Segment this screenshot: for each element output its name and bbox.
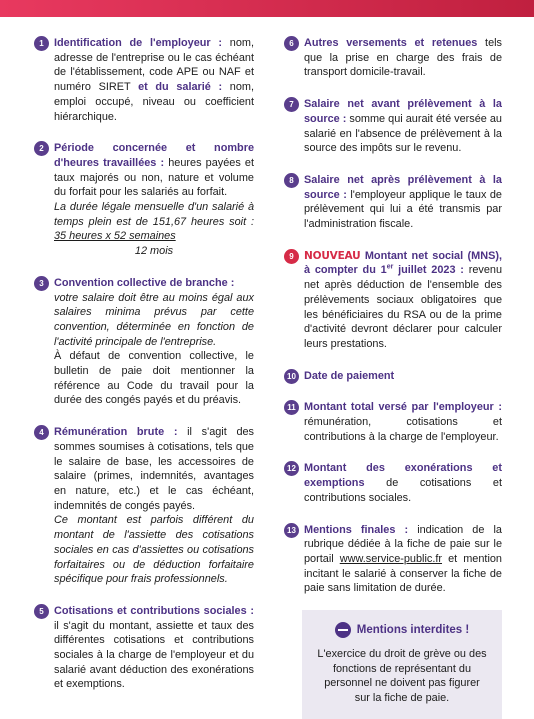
section-text: heures payées et taux majorés ou non, nature et volume du forfait pour les salariés au forfait. (54, 156, 255, 199)
forbidden-mentions-title: Mentions interdites ! (356, 624, 470, 636)
section-title: Rémunération brute : (54, 426, 178, 439)
section-text: indication de la rubrique dédiée à la fiche de paie sur le portail (304, 523, 502, 565)
section-text: il s'agit du montant, assiette et taux des différentes cotisations et contributions sociales à la charge de l'employeur et du salarié avant déduction des exonérations et exemptions. (54, 619, 254, 691)
section-10 (284, 369, 502, 384)
section-italic: La durée légale mensuelle d'un salarié à temps plein est de 151,67 heures soit : (54, 201, 254, 228)
section-text: et mention incitant le salarié à conserver la fiche de paie sans limitation de durée. (304, 552, 502, 595)
section-number: 4 (34, 425, 49, 440)
forbidden-mentions-box (302, 610, 502, 719)
section-number: 9 (284, 249, 299, 264)
section-3 (34, 276, 254, 408)
section-number: 6 (284, 36, 299, 51)
section-4 (34, 425, 254, 587)
section-title: Salaire net après prélèvement à la source : (304, 173, 502, 201)
section-number: 13 (284, 523, 299, 538)
section-title: Période concernée et nombre d'heures travaillées : (54, 142, 254, 169)
new-badge: NOUVEAU (304, 249, 361, 262)
section-number: 5 (34, 604, 49, 619)
no-entry-icon (335, 622, 351, 638)
formula-numerator: 35 heures x 52 semaines (54, 230, 176, 243)
section-italic: votre salaire doit être au moins égal aux salaires minima prévus par cette convention, déterminée en fonction de l'activité principale de l'entreprise. (54, 291, 254, 348)
section-text: rémunération, cotisations et contributions à la charge de l'employeur. (304, 416, 502, 443)
section-number: 2 (34, 141, 49, 156)
forbidden-mentions-header (316, 622, 488, 638)
section-text: l'employeur applique le taux de prélèvement qui lui a été transmis par l'administration fiscale. (304, 188, 502, 231)
section-text: de cotisations et contributions sociales. (304, 477, 502, 504)
section-title: Identification de l'employeur : (54, 37, 223, 49)
section-number: 3 (34, 276, 49, 291)
section-number: 1 (34, 36, 49, 51)
section-title: et du salarié : (138, 81, 223, 94)
section-6 (284, 36, 502, 80)
service-public-link[interactable]: www.service-public.fr (339, 552, 443, 565)
section-title: Cotisations et contributions sociales : (54, 604, 254, 617)
section-title: Montant des exonérations et exemptions (304, 462, 502, 490)
section-title: Salaire net avant prélèvement à la source : (304, 98, 502, 125)
section-title: juillet 2023 : (393, 264, 464, 277)
section-7 (284, 97, 502, 156)
section-number: 10 (284, 369, 299, 384)
section-5 (34, 604, 254, 692)
section-text: somme qui aurait été versée au salarié en l'absence de prélèvement à la source des impôts sur le revenu. (304, 112, 502, 155)
section-text: tels que la prise en charge des frais de transport domicile-travail. (304, 37, 502, 79)
section-8 (284, 173, 502, 232)
section-text: nom, emploi occupé, niveau ou coefficient hiérarchique. (54, 81, 254, 123)
section-11 (284, 400, 502, 444)
section-title: Date de paiement (304, 369, 395, 382)
section-1 (34, 36, 254, 124)
top-accent-bar (0, 0, 534, 17)
section-number: 12 (284, 461, 299, 476)
section-2 (34, 141, 254, 259)
section-text: il s'agit des sommes soumises à cotisations, tels que le salaire de base, les accessoires de salaire (primes, indemnités, avantages en nature, etc.) et le cas échéant, indemnités de congés payés. (54, 426, 254, 512)
section-title-sup: er (386, 263, 394, 271)
section-title: Autres versements et retenues (304, 37, 478, 49)
section-13 (284, 523, 502, 597)
section-number: 11 (284, 400, 299, 415)
section-number: 7 (284, 97, 299, 112)
forbidden-mentions-text: L'exercice du droit de grève ou des fonctions de représentant du personnel ne doivent pas figurer sur la fiche de paie. (317, 648, 487, 704)
section-number: 8 (284, 173, 299, 188)
section-text: nom, adresse de l'entreprise ou le cas échéant de l'établissement, code APE ou NAF et numéro SIRET (54, 37, 254, 94)
section-12 (284, 461, 502, 505)
section-title: Montant net social (MNS), à compter du 1 (304, 249, 502, 277)
section-title: Mentions finales : (304, 523, 409, 536)
left-column (34, 36, 254, 709)
section-title: Montant total versé par l'employeur : (304, 401, 502, 414)
section-9 (284, 249, 502, 352)
section-title: Convention collective de branche : (54, 276, 235, 289)
formula-denominator: 12 mois (134, 245, 174, 258)
section-italic: Ce montant est parfois différent du montant de l'assiette des cotisations sociales en cas d'assiettes ou cotisations forfaitaires ou de déduction forfaitaire spécifique pour frais professionnels. (54, 514, 254, 586)
right-column (284, 36, 502, 613)
section-text: revenu net après déduction de l'ensemble des prélèvements sociaux obligatoires que les bénéficiaires du RSA ou de la prime d'activité devront déclarer pour calculer leurs prestations. (304, 264, 503, 350)
section-text: À défaut de convention collective, le bulletin de paie doit mentionner la référence au Code du travail pour la durée des congés payés et du préavis. (54, 350, 254, 407)
